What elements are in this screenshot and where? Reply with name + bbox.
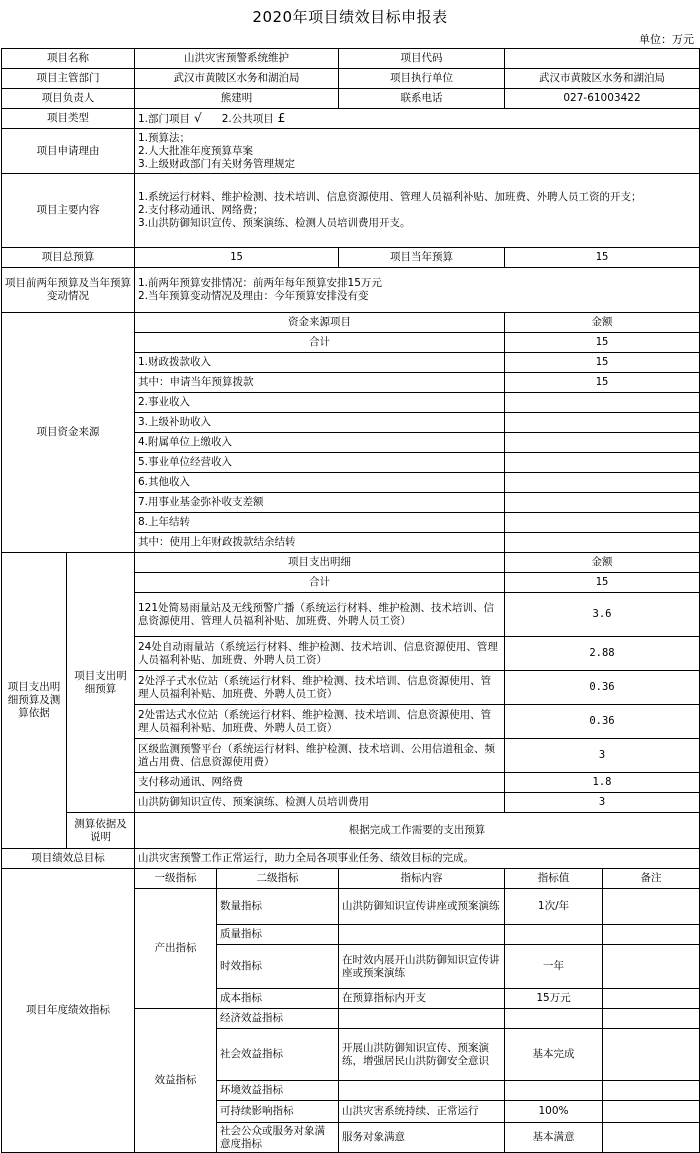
performance-form-table bbox=[1, 48, 700, 1153]
row-content bbox=[2, 174, 700, 248]
content-line: 1.系统运行材料、维护检测、技术培训、信息资源使用、管理人员福利补贴、加班费、外聘人员工资的开支； bbox=[138, 191, 642, 203]
funds-item: 其中：申请当年预算拨款 bbox=[135, 373, 505, 393]
funds-item: 1.财政拨款收入 bbox=[135, 353, 505, 373]
expense-item: 支付移动通讯、网络费 bbox=[135, 773, 505, 793]
type-option-dept: 1.部门项目 bbox=[138, 112, 191, 125]
owner-value: 熊建明 bbox=[135, 89, 339, 109]
perf-name: 时效指标 bbox=[217, 945, 339, 989]
reason-value bbox=[135, 129, 700, 174]
project-code-label: 项目代码 bbox=[339, 49, 505, 69]
row-project-name bbox=[2, 49, 700, 69]
perf-note bbox=[603, 1009, 700, 1029]
funds-item: 2.事业收入 bbox=[135, 393, 505, 413]
perf-name: 成本指标 bbox=[217, 989, 339, 1009]
funds-amount bbox=[505, 493, 700, 513]
funds-item: 其中：使用上年财政拨款结余结转 bbox=[135, 533, 505, 553]
content-value bbox=[135, 174, 700, 248]
perf-note bbox=[603, 989, 700, 1009]
expense-sub-label: 项目支出明细预算 bbox=[67, 553, 135, 813]
perf-content: 山洪防御知识宣传讲座或预案演练 bbox=[339, 889, 505, 925]
project-name-label: 项目名称 bbox=[2, 49, 135, 69]
perf-label: 项目年度绩效指标 bbox=[2, 869, 135, 1153]
expense-amount: 3 bbox=[505, 793, 700, 813]
funds-col-item: 资金来源项目 bbox=[135, 313, 505, 333]
current-budget-value: 15 bbox=[505, 248, 700, 268]
perf-h1: 一级指标 bbox=[135, 869, 217, 889]
content-line: 3.山洪防御知识宣传、预案演练、检测人员培训费用开支。 bbox=[138, 217, 411, 229]
funds-amount bbox=[505, 533, 700, 553]
perf-note bbox=[603, 1101, 700, 1123]
funds-amount bbox=[505, 473, 700, 493]
expense-item: 24处自动雨量站（系统运行材料、维护检测、技术培训、信息资源使用、管理人员福利补贴、加班费、外聘人员工资） bbox=[135, 637, 505, 671]
perf-content: 在时效内展开山洪防御知识宣传讲座或预案演练 bbox=[339, 945, 505, 989]
unit-label: 单位：万元 bbox=[639, 33, 694, 46]
phone-label: 联系电话 bbox=[339, 89, 505, 109]
row-goal bbox=[2, 849, 700, 869]
reason-line: 1.预算法； bbox=[138, 131, 191, 144]
reason-line: 3.上级财政部门有关财务管理规定 bbox=[138, 157, 296, 170]
funds-item: 4.附属单位上缴收入 bbox=[135, 433, 505, 453]
row-perf-header bbox=[2, 869, 700, 889]
type-options bbox=[135, 109, 700, 129]
funds-amount bbox=[505, 393, 700, 413]
expense-amount: 0.36 bbox=[505, 705, 700, 739]
funds-amount bbox=[505, 453, 700, 473]
perf-name: 经济效益指标 bbox=[217, 1009, 339, 1029]
reason-line: 2.人大批准年度预算草案 bbox=[138, 144, 254, 157]
funds-amount bbox=[505, 413, 700, 433]
funds-col-amount: 金额 bbox=[505, 313, 700, 333]
perf-value: 1次/年 bbox=[505, 889, 603, 925]
perf-note bbox=[603, 945, 700, 989]
output-indicator-label: 产出指标 bbox=[135, 889, 217, 1009]
checkmark-icon: √ bbox=[194, 110, 202, 125]
perf-content bbox=[339, 1081, 505, 1101]
expense-col-item: 项目支出明细 bbox=[135, 553, 505, 573]
expense-amount: 1.8 bbox=[505, 773, 700, 793]
total-budget-value: 15 bbox=[135, 248, 339, 268]
benefit-indicator-label: 效益指标 bbox=[135, 1009, 217, 1153]
perf-note bbox=[603, 1029, 700, 1081]
perf-name: 可持续影响指标 bbox=[217, 1101, 339, 1123]
perf-h3: 指标内容 bbox=[339, 869, 505, 889]
row-basis bbox=[2, 813, 700, 849]
exec-unit-label: 项目执行单位 bbox=[339, 69, 505, 89]
expense-item: 2处雷达式水位站（系统运行材料、维护检测、技术培训、信息资源使用、管理人员福利补贴、加班费、外聘人员工资） bbox=[135, 705, 505, 739]
expense-item: 区级监测预警平台（系统运行材料、维护检测、技术培训、公用信道租金、频道占用费、信息资源使用费） bbox=[135, 739, 505, 773]
funds-item: 6.其他收入 bbox=[135, 473, 505, 493]
change-line: 1.前两年预算安排情况：前两年每年预算安排15万元 bbox=[138, 277, 382, 289]
perf-value: 基本完成 bbox=[505, 1029, 603, 1081]
expense-label: 项目支出明细预算及测算依据 bbox=[2, 553, 67, 849]
change-value bbox=[135, 268, 700, 313]
phone-value: 027-61003422 bbox=[505, 89, 700, 109]
row-dept bbox=[2, 69, 700, 89]
perf-value: 100% bbox=[505, 1101, 603, 1123]
perf-name: 社会效益指标 bbox=[217, 1029, 339, 1081]
funds-amount bbox=[505, 433, 700, 453]
reason-label: 项目申请理由 bbox=[2, 129, 135, 174]
funds-item: 5.事业单位经营收入 bbox=[135, 453, 505, 473]
row-funds-header bbox=[2, 313, 700, 333]
form-title: 2020年项目绩效目标申报表 bbox=[252, 8, 448, 26]
expense-item: 山洪防御知识宣传、预案演练、检测人员培训费用 bbox=[135, 793, 505, 813]
perf-name: 质量指标 bbox=[217, 925, 339, 945]
perf-content: 山洪灾害系统持续、正常运行 bbox=[339, 1101, 505, 1123]
perf-value bbox=[505, 1081, 603, 1101]
type-option-public: 2.公共项目 bbox=[221, 112, 274, 125]
funds-label: 项目资金来源 bbox=[2, 313, 135, 553]
project-code-value bbox=[505, 49, 700, 69]
content-label: 项目主要内容 bbox=[2, 174, 135, 248]
perf-note bbox=[603, 889, 700, 925]
perf-content bbox=[339, 925, 505, 945]
funds-item: 8.上年结转 bbox=[135, 513, 505, 533]
total-budget-label: 项目总预算 bbox=[2, 248, 135, 268]
funds-amount: 15 bbox=[505, 353, 700, 373]
funds-item: 7.用事业基金弥补收支差额 bbox=[135, 493, 505, 513]
expense-amount: 3.6 bbox=[505, 593, 700, 637]
expense-amount: 15 bbox=[505, 573, 700, 593]
perf-name: 数量指标 bbox=[217, 889, 339, 925]
perf-content: 在预算指标内开支 bbox=[339, 989, 505, 1009]
perf-h5: 备注 bbox=[603, 869, 700, 889]
expense-item: 2处浮子式水位站（系统运行材料、维护检测、技术培训、信息资源使用、管理人员福利补贴、加班费、外聘人员工资） bbox=[135, 671, 505, 705]
row-owner bbox=[2, 89, 700, 109]
perf-value bbox=[505, 925, 603, 945]
expense-col-amount: 金额 bbox=[505, 553, 700, 573]
perf-note bbox=[603, 1123, 700, 1153]
funds-amount bbox=[505, 513, 700, 533]
perf-name: 环境效益指标 bbox=[217, 1081, 339, 1101]
goal-value: 山洪灾害预警工作正常运行，助力全局各项事业任务、绩效目标的完成。 bbox=[135, 849, 700, 869]
perf-value bbox=[505, 1009, 603, 1029]
row-expense-header bbox=[2, 553, 700, 573]
current-budget-label: 项目当年预算 bbox=[339, 248, 505, 268]
funds-amount: 15 bbox=[505, 373, 700, 393]
expense-item: 121处简易雨量站及无线预警广播（系统运行材料、维护检测、技术培训、信息资源使用、管理人员福利补贴、加班费、外聘人员工资） bbox=[135, 593, 505, 637]
row-type bbox=[2, 109, 700, 129]
content-line: 2.支付移动通讯、网络费； bbox=[138, 204, 264, 216]
funds-amount: 15 bbox=[505, 333, 700, 353]
perf-content: 服务对象满意 bbox=[339, 1123, 505, 1153]
exec-unit-value: 武汉市黄陂区水务和湖泊局 bbox=[505, 69, 700, 89]
perf-value: 一年 bbox=[505, 945, 603, 989]
owner-label: 项目负责人 bbox=[2, 89, 135, 109]
project-name-value: 山洪灾害预警系统维护 bbox=[135, 49, 339, 69]
perf-value: 基本满意 bbox=[505, 1123, 603, 1153]
row-reason bbox=[2, 129, 700, 174]
perf-content bbox=[339, 1009, 505, 1029]
basis-label: 测算依据及说明 bbox=[67, 813, 135, 849]
perf-value: 15万元 bbox=[505, 989, 603, 1009]
perf-h4: 指标值 bbox=[505, 869, 603, 889]
expense-item: 合计 bbox=[135, 573, 505, 593]
perf-name: 社会公众或服务对象满意度指标 bbox=[217, 1123, 339, 1153]
goal-label: 项目绩效总目标 bbox=[2, 849, 135, 869]
expense-amount: 3 bbox=[505, 739, 700, 773]
change-label: 项目前两年预算及当年预算变动情况 bbox=[2, 268, 135, 313]
funds-item: 合计 bbox=[135, 333, 505, 353]
expense-amount: 0.36 bbox=[505, 671, 700, 705]
row-change bbox=[2, 268, 700, 313]
dept-value: 武汉市黄陂区水务和湖泊局 bbox=[135, 69, 339, 89]
change-line: 2.当年预算变动情况及理由：今年预算安排没有变 bbox=[138, 290, 369, 302]
perf-content: 开展山洪防御知识宣传、预案演练，增强居民山洪防御安全意识 bbox=[339, 1029, 505, 1081]
basis-value: 根据完成工作需要的支出预算 bbox=[135, 813, 700, 849]
perf-note bbox=[603, 925, 700, 945]
perf-h2: 二级指标 bbox=[217, 869, 339, 889]
expense-amount: 2.88 bbox=[505, 637, 700, 671]
dept-label: 项目主管部门 bbox=[2, 69, 135, 89]
row-budget bbox=[2, 248, 700, 268]
type-label: 项目类型 bbox=[2, 109, 135, 129]
perf-note bbox=[603, 1081, 700, 1101]
funds-item: 3.上级补助收入 bbox=[135, 413, 505, 433]
unchecked-box-icon: £ bbox=[277, 110, 286, 125]
